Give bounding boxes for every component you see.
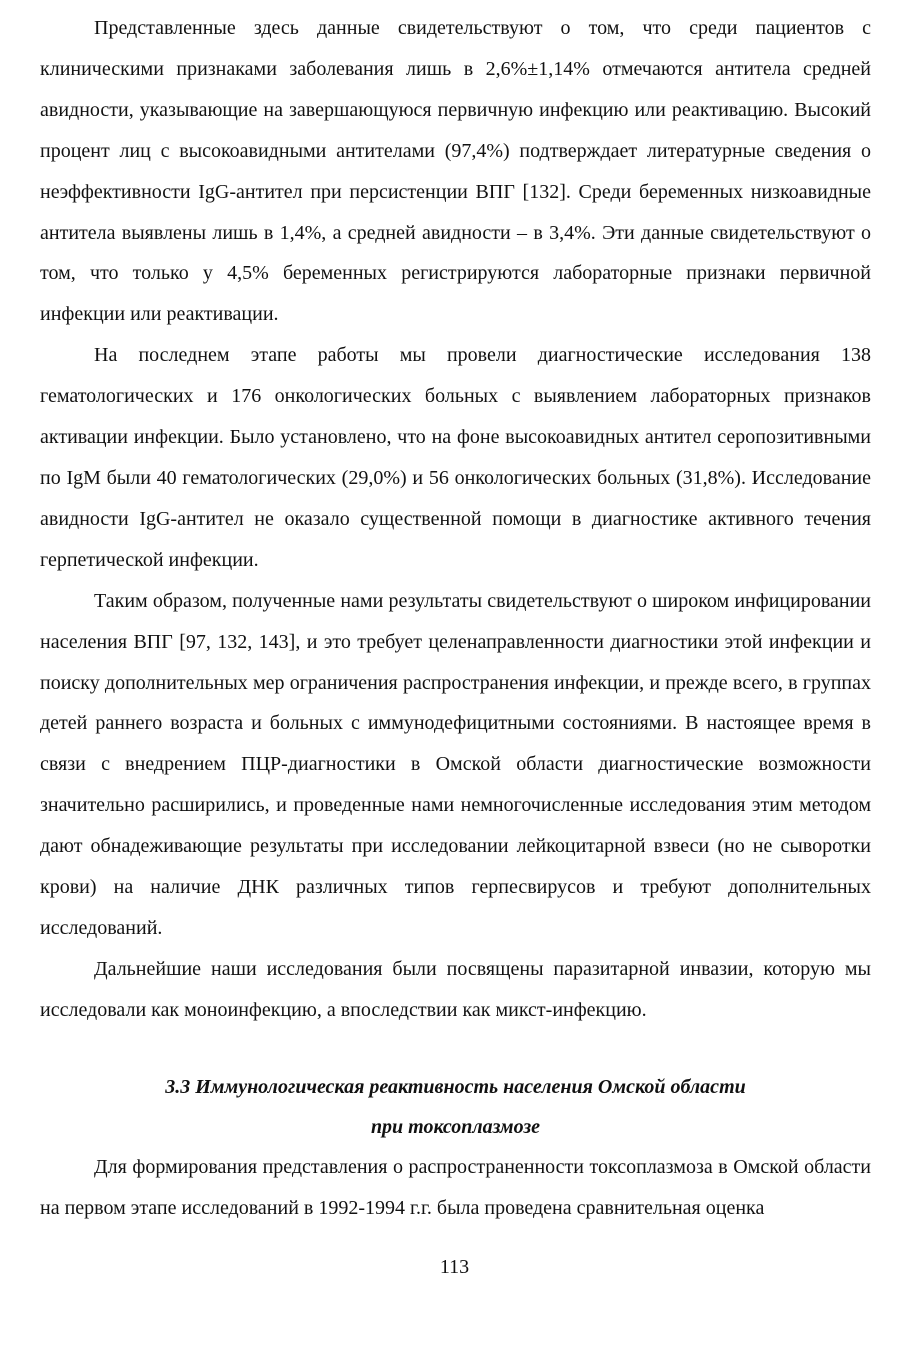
section-heading-line-2: при токсоплазмозе — [370, 1115, 541, 1138]
paragraph-hematology-oncology: На последнем этапе работы мы провели диагностические исследования 138 гематологических и 176 онкологических больных с выявлением лабораторных признаков активации инфекции. Было установлено, что на фоне высокоавидных антител серопозитивными по IgM были 40 гематологических (29,0%) и 56 онкологических больных (31,8%). Исследование авидности IgG-антител не оказало существенной помощи в диагностике активного течения герпетической инфекции. — [40, 344, 871, 571]
paragraph-conclusion: Таким образом, полученные нами результаты свидетельствуют о широком инфицировании населения ВПГ [97, 132, 143], и это требует целенаправленности диагностики этой инфекции и поиску дополнительных мер ограничения распространения инфекции, и прежде всего, в группах детей раннего возраста и больных с иммунодефицитными состояниями. В настоящее время в связи с внедрением ПЦР-диагностики в Омской области диагностические возможности значительно расширились, и проведенные нами немногочисленные исследования этим методом дают обнадеживающие результаты при исследовании лейкоцитарной взвеси (но не сыворотки крови) на наличие ДНК различных типов герпесвирусов и требуют дополнительных исследований. — [40, 589, 871, 939]
paragraph-toxoplasmosis-intro: Для формирования представления о распространенности токсоплазмоза в Омской области на первом этапе исследований в 1992-1994 г.г. была проведена сравнительная оценка — [40, 1155, 871, 1219]
page-number: 113 — [439, 1256, 470, 1278]
section-heading — [40, 1067, 871, 1147]
paragraph-avidity-results: Представленные здесь данные свидетельствуют о том, что среди пациентов с клиническими признаками заболевания лишь в 2,6%±1,14% отмечаются антитела средней авидности, указывающие на завершающуюся первичную инфекцию или реактивацию. Высокий процент лиц с высокоавидными антителами (97,4%) подтверждает литературные сведения о неэффективности IgG-антител при персистенции ВПГ [132]. Среди беременных низкоавидные антитела выявлены лишь в 1,4%, а средней авидности – в 3,4%. Эти данные свидетельствуют о том, что только у 4,5% беременных регистрируются лабораторные признаки первичной инфекции или реактивации. — [40, 17, 871, 326]
section-heading-line-1: 3.3 Иммунологическая реактивность населения Омской области — [165, 1075, 746, 1098]
paragraph-parasitic-invasion: Дальнейшие наши исследования были посвящены паразитарной инвазии, которую мы исследовали как моноинфекцию, а впоследствии как микст-инфекцию. — [40, 957, 871, 1021]
document-page — [40, 8, 871, 1228]
